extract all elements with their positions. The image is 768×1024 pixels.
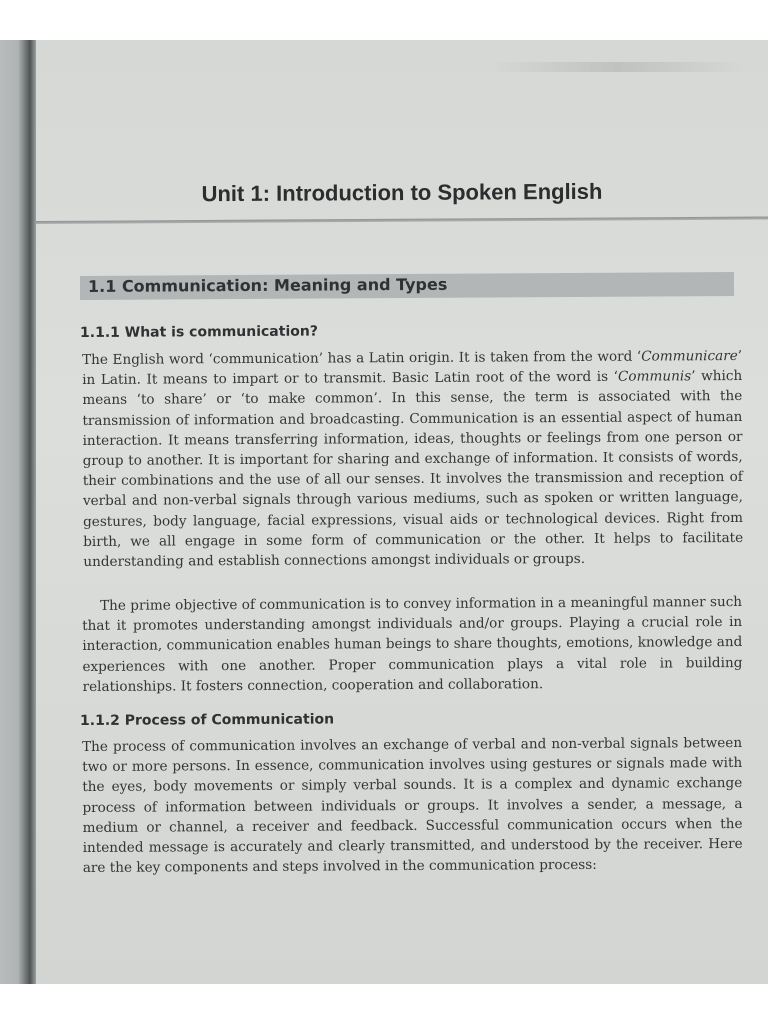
unit-title: Unit 1: Introduction to Spoken English: [201, 178, 603, 207]
paragraph-1-italic-communicare: Communicare: [641, 347, 738, 365]
paragraph-2-text: The prime objective of communication is to convey information in a meaningful manner such that it promotes understanding amongst individuals and/or groups. Playing a crucial role in interaction, communication enables human beings to share thoughts, emotions, knowledge and experiences with one another. Proper communication plays a vital role in building relationships. It fosters connection, cooperation and collaboration.: [82, 593, 743, 695]
section-title: 1.1 Communication: Meaning and Types: [87, 274, 448, 296]
subsection-heading-1: 1.1.1 What is communication?: [79, 323, 318, 341]
photographed-page: [0, 40, 768, 984]
paragraph-1-italic-communis: Communis: [617, 368, 692, 385]
paragraph-2: [82, 592, 743, 697]
subsection-heading-2: 1.1.2 Process of Communication: [79, 711, 335, 729]
book-spine-shadow: [0, 40, 36, 984]
paragraph-1-text-a: The English word ‘communication’ has a Latin origin. It is taken from the word ‘: [82, 348, 642, 368]
paragraph-3: [82, 733, 743, 878]
header-rule: [36, 217, 768, 224]
paragraph-1-text-c: ’ which means ‘to share’ or ‘to make common’. In this sense, the term is associated with the transmission of information and broadcasting. Communication is an essential aspect of human interaction. It means transferring information, ideas, thoughts or feelings from one person or group to another. It is important for sharing and exchange of information. It consists of words, their combinations and the use of all our senses. It involves the transmission and reception of verbal and non-verbal signals through various mediums, such as spoken or written language, gestures, body language, facial expressions, visual aids or technological devices. Right from birth, we all engage in some form of communication or the other. It helps to facilitate understanding and establish connections amongst individuals or groups.: [82, 368, 744, 571]
paragraph-1-text-b: ’ in Latin. It means to impart or to transmit. Basic Latin root of the word is ‘: [82, 347, 743, 389]
book-page: [36, 40, 768, 984]
paragraph-1: [82, 346, 743, 572]
bleed-through-mark: [488, 62, 748, 72]
paragraph-3-text: The process of communication involves an exchange of verbal and non-verbal signals between two or more persons. In essence, communication involves using gestures or signals made with the eyes, body movements or simply verbal sounds. It is a complex and dynamic exchange process of information between individuals or groups. It involves a sender, a message, a medium or channel, a receiver and feedback. Successful communication occurs when the intended message is accurately and clearly transmitted, and understood by the receiver. Here are the key components and steps involved in the communication process:: [82, 734, 743, 877]
section-heading-bar: [80, 272, 734, 300]
